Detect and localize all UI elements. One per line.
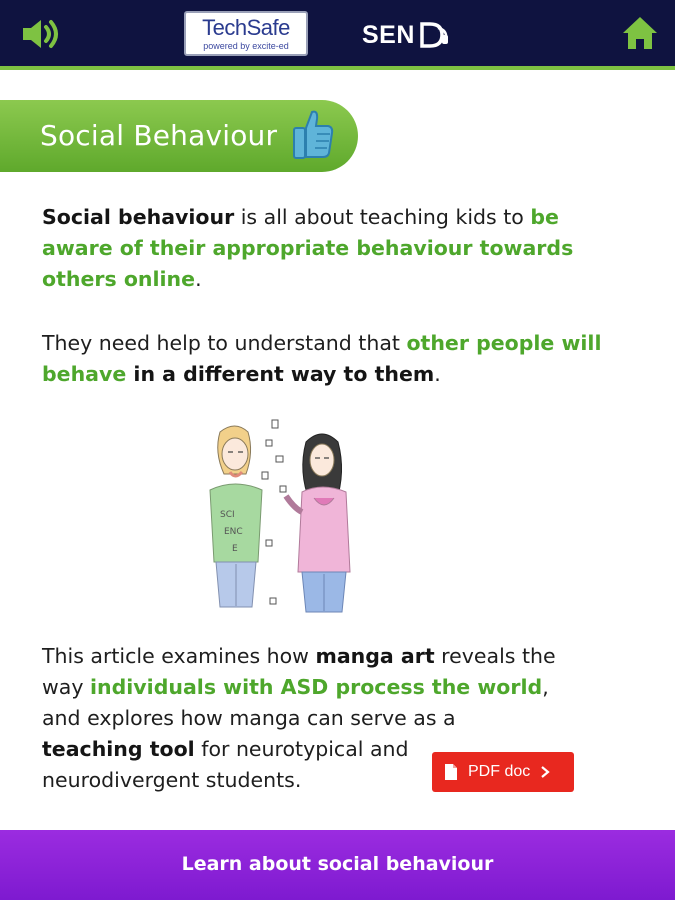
pdf-doc-button[interactable] bbox=[432, 752, 574, 792]
text-span: reveals the way bbox=[42, 644, 556, 699]
highlight-asd: individuals with ASD process the world bbox=[89, 675, 543, 699]
logo-title: TechSafe bbox=[202, 15, 290, 40]
term-teaching-tool: teaching tool bbox=[42, 737, 195, 761]
term-manga-art: manga art bbox=[315, 644, 435, 668]
text-span: for neurotypical and neurodivergent students. bbox=[42, 737, 409, 792]
sound-button[interactable] bbox=[20, 16, 64, 52]
highlight-awareness: be aware of their appropriate behaviour towards others online bbox=[42, 205, 574, 291]
document-icon bbox=[444, 763, 458, 781]
svg-text:SCI: SCI bbox=[220, 510, 235, 520]
text-span: . bbox=[434, 362, 441, 386]
home-icon bbox=[620, 14, 660, 52]
send-logo bbox=[362, 20, 450, 50]
term-social-behaviour: Social behaviour bbox=[42, 205, 235, 229]
svg-text:ENC: ENC bbox=[224, 527, 243, 537]
text-span: This article examines how bbox=[42, 644, 316, 668]
emphasis-different-way: in a different way to them bbox=[126, 362, 435, 386]
send-logo-text: SEN bbox=[362, 21, 415, 49]
top-bar-accent-line bbox=[0, 66, 675, 70]
logo-subtitle: powered by excite-ed bbox=[203, 41, 289, 51]
section-title: Social Behaviour bbox=[40, 119, 278, 152]
understanding-paragraph bbox=[42, 328, 602, 390]
pdf-doc-label: PDF doc bbox=[468, 763, 531, 780]
text-span: is all about teaching kids to bbox=[234, 205, 531, 229]
text-span: They need help to understand that bbox=[42, 331, 407, 355]
intro-paragraph bbox=[42, 202, 602, 295]
thumbs-up-icon bbox=[288, 106, 338, 162]
headphones-d-icon bbox=[416, 20, 450, 50]
text-span: . bbox=[195, 267, 202, 291]
svg-text:E: E bbox=[232, 544, 238, 554]
manga-students-illustration bbox=[190, 412, 390, 622]
speaker-icon bbox=[20, 16, 64, 52]
text-span: , and explores how manga can serve as a bbox=[42, 675, 549, 730]
techsafe-logo bbox=[184, 11, 308, 56]
learn-social-behaviour-button[interactable]: Learn about social behaviour bbox=[0, 830, 675, 900]
highlight-other-people: other people will behave bbox=[42, 331, 602, 386]
top-bar bbox=[0, 0, 675, 66]
home-button[interactable] bbox=[620, 14, 660, 52]
chevron-right-icon bbox=[540, 765, 550, 779]
